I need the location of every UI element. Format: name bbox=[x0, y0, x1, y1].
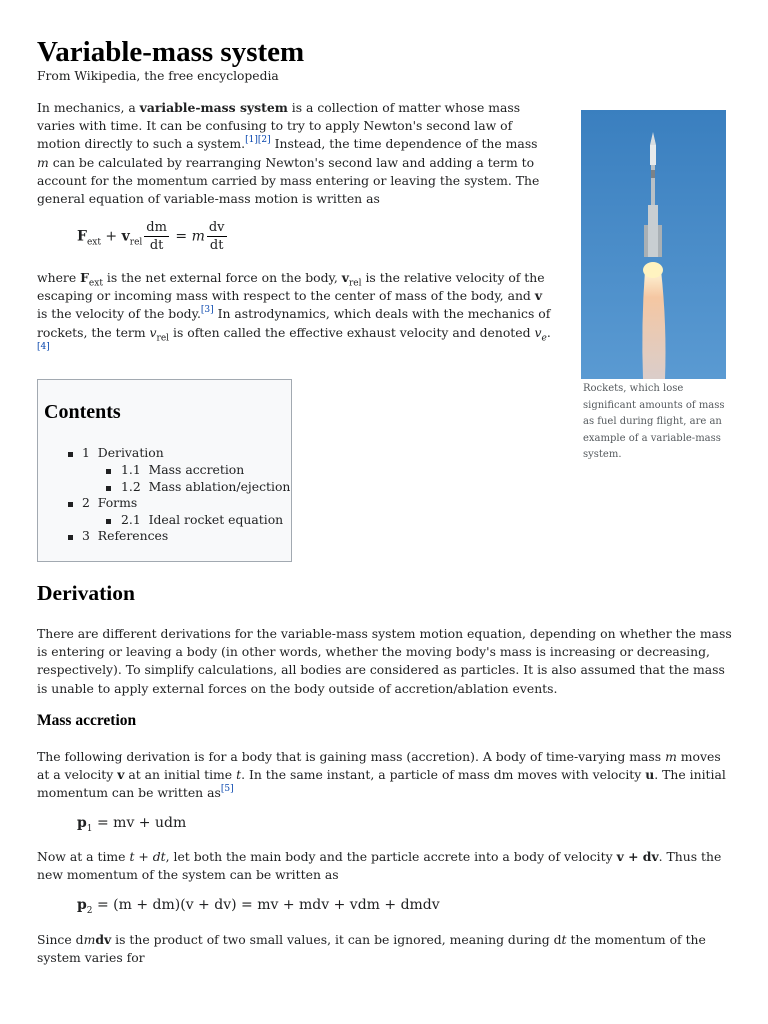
accretion-text: , let both the main body and the particle accrete into a body of velocity bbox=[165, 849, 617, 864]
math-var: m bbox=[191, 228, 205, 245]
math-expr: v + dv bbox=[616, 849, 659, 864]
math-sub: ext bbox=[86, 237, 101, 248]
math-var: t bbox=[561, 932, 567, 947]
tagline: From Wikipedia, the free encyclopedia bbox=[37, 69, 279, 83]
math-var: v bbox=[534, 324, 542, 340]
toc-label: Derivation bbox=[97, 445, 164, 460]
list-bullet bbox=[106, 519, 111, 524]
where-text: is often called the effective exhaust velocity and denoted bbox=[169, 324, 535, 340]
math-var: m bbox=[37, 154, 49, 170]
accretion-text: Now at a time bbox=[37, 849, 130, 864]
reference-link[interactable]: [1][2] bbox=[245, 135, 271, 146]
toc-item-mass-accretion[interactable] bbox=[121, 462, 244, 478]
toc-title: Contents bbox=[44, 401, 121, 423]
toc-item-forms[interactable] bbox=[82, 495, 137, 511]
math-sub: rel bbox=[348, 278, 362, 289]
toc-item-mass-ablation[interactable] bbox=[121, 479, 290, 495]
list-bullet bbox=[106, 486, 111, 491]
list-bullet bbox=[106, 469, 111, 474]
subsection-heading-mass-accretion: Mass accretion bbox=[37, 712, 137, 729]
where-text: In astrodynamics, which deals with the mechanics of rockets, the term bbox=[37, 306, 551, 340]
table-of-contents bbox=[37, 379, 292, 562]
toc-label: Ideal rocket equation bbox=[148, 512, 284, 527]
math-sub: rel bbox=[129, 237, 143, 248]
reference-link[interactable]: [5] bbox=[220, 784, 234, 795]
intro-text: is a collection of matter whose mass varies with time. It can be confusing to try to apply Newton's second law of motion directly to such a system. bbox=[37, 100, 521, 152]
accretion-text: is the product of two small values, it can be ignored, meaning during d bbox=[111, 932, 562, 947]
fraction-numerator: dv bbox=[208, 220, 225, 235]
math-var: v bbox=[117, 767, 125, 783]
math-sub: ext bbox=[88, 278, 103, 289]
toc-item-references[interactable] bbox=[82, 528, 168, 544]
math-var: v bbox=[534, 288, 543, 304]
toc-number: 1.2 bbox=[121, 479, 141, 494]
math-expr: t + dt bbox=[129, 849, 166, 864]
fraction bbox=[144, 219, 169, 254]
accretion-paragraph-2 bbox=[37, 848, 732, 884]
derivation-paragraph: There are different derivations for the variable-mass system motion equation, depending on whether the mass is entering or leaving a body (in other words, whether the moving body's mass is increasing or decreasing, respectively). To simplify calculations, all bodies are considered as particles. It is also assumed that the mass is unable to apply external forces on the body outside of accretion/ablation events. bbox=[37, 626, 732, 696]
accretion-text: at an initial time bbox=[124, 767, 237, 783]
math-var: v bbox=[121, 228, 130, 245]
intro-text: In mechanics, a bbox=[37, 100, 140, 115]
section-heading-derivation: Derivation bbox=[37, 581, 135, 605]
math-var: F bbox=[77, 228, 87, 245]
math-var: m bbox=[665, 749, 677, 764]
fraction-denominator: dt bbox=[149, 238, 164, 253]
accretion-text: Since d bbox=[37, 932, 84, 947]
list-bullet bbox=[68, 502, 73, 507]
where-text: where bbox=[37, 270, 81, 285]
reference-link[interactable]: [3] bbox=[200, 305, 214, 316]
accretion-text: . Thus the new momentum of the system can be written as bbox=[37, 849, 722, 883]
toc-label: Mass ablation/ejection bbox=[148, 479, 291, 494]
fraction-numerator: dm bbox=[146, 220, 167, 235]
toc-item-ideal-rocket-equation[interactable] bbox=[121, 512, 283, 528]
toc-item-derivation[interactable] bbox=[82, 445, 164, 461]
intro-text: Instead, the time dependence of the mass bbox=[270, 136, 538, 152]
accretion-text: the momentum of the system varies for bbox=[37, 932, 706, 966]
intro-paragraph bbox=[37, 99, 552, 208]
accretion-paragraph-1 bbox=[37, 748, 732, 803]
math-sub: 2 bbox=[86, 905, 93, 916]
math-op: + bbox=[100, 228, 122, 245]
toc-number: 1 bbox=[82, 445, 90, 460]
list-bullet bbox=[68, 535, 73, 540]
accretion-text: The following derivation is for a body that is gaining mass (accretion). A body of time-varying mass bbox=[37, 749, 666, 764]
rocket-image bbox=[581, 110, 726, 379]
where-text: is the net external force on the body, bbox=[102, 270, 342, 285]
math-var: F bbox=[80, 270, 89, 285]
where-paragraph bbox=[37, 269, 552, 360]
accretion-paragraph-3 bbox=[37, 931, 732, 967]
equation-p2 bbox=[77, 897, 440, 916]
toc-number: 2 bbox=[82, 495, 90, 510]
toc-label: Mass accretion bbox=[148, 462, 245, 477]
equation-rhs: = mv + udm bbox=[96, 815, 187, 831]
math-sub: 1 bbox=[86, 823, 93, 834]
math-var: p bbox=[77, 815, 87, 831]
toc-number: 2.1 bbox=[121, 512, 141, 527]
equation-rhs: = (m + dm)(v + dv) = mv + mdv + vdm + dmdv bbox=[96, 897, 440, 913]
math-var: u bbox=[645, 767, 655, 783]
rocket-launch-picture bbox=[581, 110, 726, 379]
toc-label: Forms bbox=[97, 495, 138, 510]
math-sub: rel bbox=[156, 333, 170, 344]
math-var: m bbox=[83, 932, 96, 947]
math-var: p bbox=[77, 897, 87, 913]
toc-label: References bbox=[97, 528, 169, 543]
accretion-text: . The initial momentum can be written as bbox=[37, 767, 726, 801]
toc-number: 1.1 bbox=[121, 462, 141, 477]
math-var: v bbox=[149, 324, 157, 340]
equation-main bbox=[77, 219, 229, 254]
intro-text: can be calculated by rearranging Newton's second law and adding a term to account for the momentum carried by mass entering or leaving the system. The general equation of variable-mass motion is written as bbox=[37, 154, 540, 207]
math-op: = bbox=[170, 228, 192, 245]
fraction-denominator: dt bbox=[209, 238, 224, 253]
toc-number: 3 bbox=[82, 528, 90, 543]
accretion-text: moves at a velocity bbox=[37, 749, 721, 783]
intro-bold-term: variable-mass system bbox=[139, 100, 288, 115]
math-sub: e bbox=[541, 333, 547, 344]
math-var: dv bbox=[95, 932, 112, 947]
math-var: t bbox=[236, 767, 242, 783]
image-caption: Rockets, which lose significant amounts of mass as fuel during flight, are an example of a variable-mass system. bbox=[583, 383, 725, 460]
fraction bbox=[207, 219, 227, 254]
math-var: v bbox=[341, 270, 349, 285]
accretion-text: . In the same instant, a particle of mass dm moves with velocity bbox=[241, 767, 646, 783]
equation-p1 bbox=[77, 815, 187, 834]
reference-link[interactable]: [4] bbox=[37, 341, 50, 352]
list-bullet bbox=[68, 452, 73, 457]
where-text: is the velocity of the body. bbox=[37, 306, 201, 322]
where-text: . bbox=[546, 324, 551, 340]
page-title: Variable-mass system bbox=[37, 36, 305, 68]
where-text: is the relative velocity of the escaping or incoming mass with respect to the center of mass of the body, and bbox=[37, 270, 545, 304]
